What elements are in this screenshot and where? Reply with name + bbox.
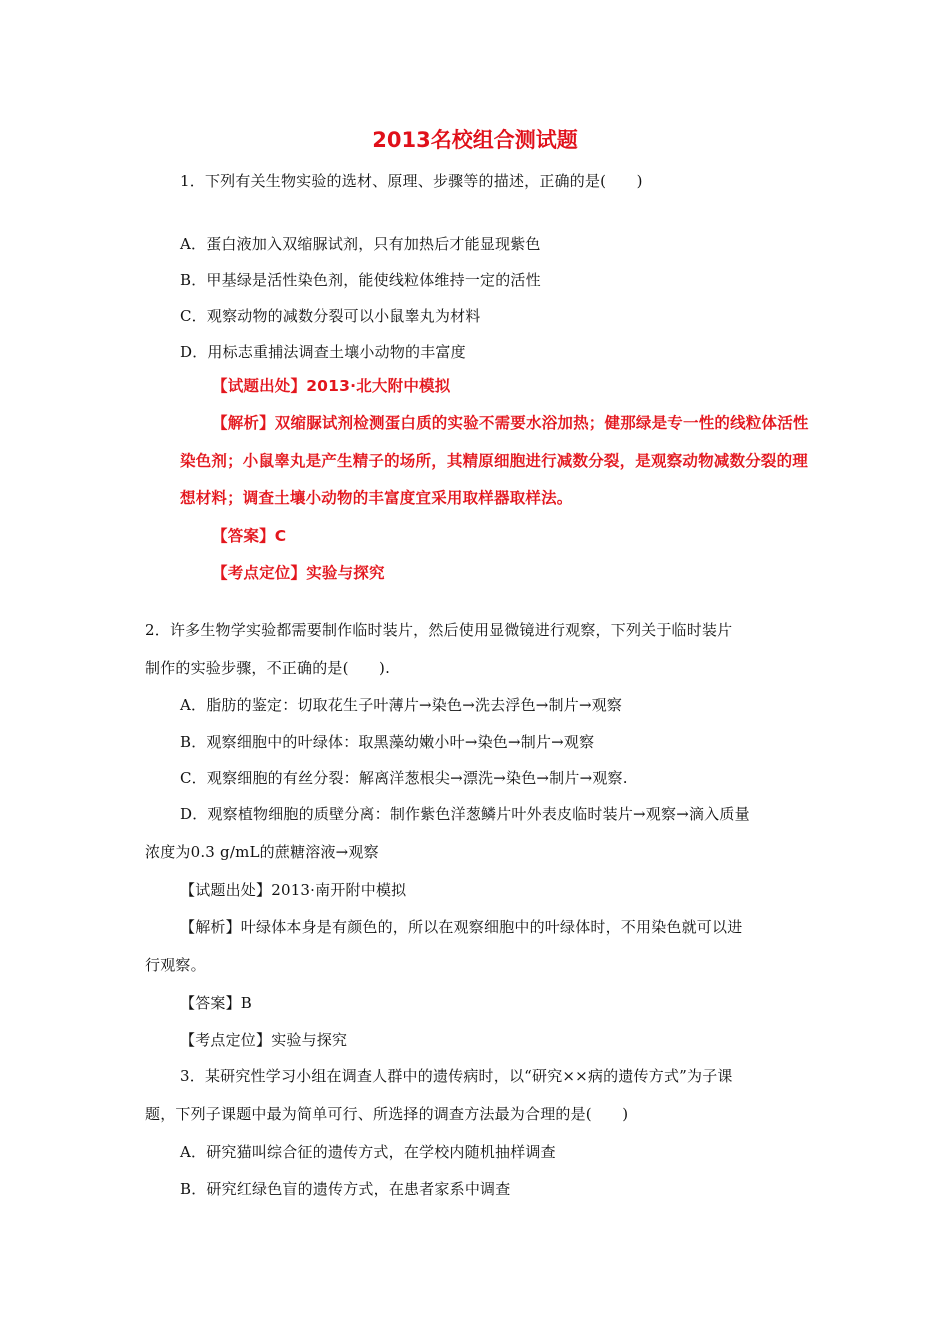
q1-stem: 1．下列有关生物实验的选材、原理、步骤等的描述，正确的是( ) (180, 172, 643, 190)
q3-option-a: A．研究猫叫综合征的遗传方式，在学校内随机抽样调查 (180, 1143, 556, 1161)
q2-analysis-line-2: 行观察。 (145, 956, 206, 974)
q3-stem-line-2: 题，下列子课题中最为简单可行、所选择的调查方法最为合理的是( ) (145, 1105, 629, 1123)
q1-source: 【试题出处】2013·北大附中模拟 (212, 377, 451, 395)
q2-option-c: C．观察细胞的有丝分裂：解离洋葱根尖→漂洗→染色→制片→观察. (180, 769, 628, 787)
q1-answer: 【答案】C (212, 527, 287, 545)
q1-option-b: B．甲基绿是活性染色剂，能使线粒体维持一定的活性 (180, 271, 541, 289)
q1-topic: 【考点定位】实验与探究 (212, 564, 385, 582)
q2-option-d-line-2: 浓度为0.3 g/mL的蔗糖溶液→观察 (145, 843, 379, 861)
q2-option-a: A．脂肪的鉴定：切取花生子叶薄片→染色→洗去浮色→制片→观察 (180, 696, 623, 714)
q1-analysis-line-1: 【解析】双缩脲试剂检测蛋白质的实验不需要水浴加热；健那绿是专一性的线粒体活性 (212, 414, 809, 432)
q1-option-a: A．蛋白液加入双缩脲试剂，只有加热后才能显现紫色 (180, 235, 541, 253)
q1-analysis-line-3: 想材料；调查土壤小动物的丰富度宜采用取样器取样法。 (180, 489, 573, 507)
q2-stem-line-1: 2．许多生物学实验都需要制作临时装片，然后使用显微镜进行观察，下列关于临时装片 (145, 621, 733, 639)
q1-option-c: C．观察动物的减数分裂可以小鼠睾丸为材料 (180, 307, 481, 325)
q2-analysis-line-1: 【解析】叶绿体本身是有颜色的，所以在观察细胞中的叶绿体时，不用染色就可以进 (180, 918, 743, 936)
page-title: 2013名校组合测试题 (372, 128, 578, 152)
q3-stem-line-1: 3．某研究性学习小组在调查人群中的遗传病时，以“研究××病的遗传方式”为子课 (180, 1067, 733, 1085)
q2-source: 【试题出处】2013·南开附中模拟 (180, 881, 407, 899)
q2-option-d-line-1: D．观察植物细胞的质壁分离：制作紫色洋葱鳞片叶外表皮临时装片→观察→滴入质量 (180, 805, 750, 823)
q2-option-b: B．观察细胞中的叶绿体：取黑藻幼嫩小叶→染色→制片→观察 (180, 733, 595, 751)
q3-option-b: B．研究红绿色盲的遗传方式，在患者家系中调查 (180, 1180, 511, 1198)
q2-answer: 【答案】B (180, 994, 253, 1012)
q2-stem-line-2: 制作的实验步骤，不正确的是( ). (145, 659, 391, 677)
q2-topic: 【考点定位】实验与探究 (180, 1031, 348, 1049)
q1-analysis-line-2: 染色剂；小鼠睾丸是产生精子的场所，其精原细胞进行减数分裂，是观察动物减数分裂的理 (180, 452, 809, 470)
q1-option-d: D．用标志重捕法调查土壤小动物的丰富度 (180, 343, 466, 361)
